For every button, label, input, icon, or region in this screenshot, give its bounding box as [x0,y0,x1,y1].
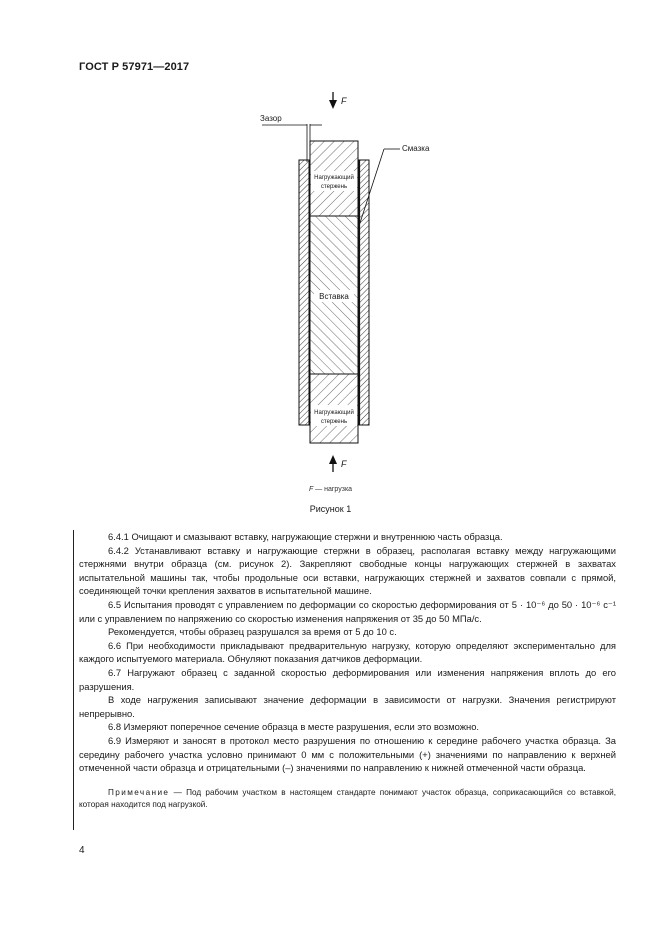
figure-caption: Рисунок 1 [309,504,352,514]
note-text: — Под рабочим участком в настоящем стандарте понимают участок образца, соприкасающийся со вставкой, которая находится под нагрузкой. [79,787,616,809]
lower-rod-label-line1: Нагружающий [314,410,354,416]
force-label-top: F [341,96,347,106]
paragraph-6-6: 6.6 При необходимости прикладывают предварительную нагрузку, которую определяют экспериментально для каждого испытуемого материала. Обнуляют показания датчиков деформации. [79,639,616,665]
force-arrow-top [329,92,337,109]
legend-symbol: F [308,486,314,493]
revision-bar [73,530,74,830]
paragraph-6-4-1: 6.4.1 Очищают и смазывают вставку, нагружающие стержни и внутреннюю часть образца. [108,531,503,542]
legend-text: — нагрузка [313,486,353,493]
grease-label: Смазка [402,144,430,153]
document-header: ГОСТ Р 57971—2017 [79,61,190,73]
body-text [79,530,616,811]
insert-label: Вставка [319,292,349,301]
paragraph-6-4-2: 6.4.2 Устанавливают вставку и нагружающие стержни в образец, располагая вставку между нагружающими стержнями внутри образца (см. рисунок 2). Закрепляют свободные концы нагружающих стержней в захватах испытательной машины так, чтобы продольные оси вставки, нагружающих стержней и захватов совпали с прямой, соединяющей точки крепления захватов в испытательной машине. [79,544,616,597]
specimen-wall-left [299,160,309,425]
page-number: 4 [79,845,85,856]
paragraph-recommendation: Рекомендуется, чтобы образец разрушался за время от 5 до 10 с. [108,626,397,638]
force-label-bottom: F [341,459,347,469]
gap-label: Зазор [260,114,282,123]
force-arrow-bottom [329,455,337,472]
upper-rod-label-line2: стержень [320,184,348,190]
paragraph-6-8: 6.8 Измеряют поперечное сечение образца в месте разрушения, если это возможно. [108,721,480,733]
paragraph-6-7: 6.7 Нагружают образец с заданной скоростью деформирования или изменения напряжения вплоть до его разрушения. [79,666,616,692]
paragraph-recording: В ходе нагружения записывают значение деформации в зависимости от нагрузки. Значения регистрируют непрерывно. [79,694,616,719]
note [79,787,616,811]
upper-rod-label-line1: Нагружающий [314,175,354,181]
paragraph-6-9: 6.9 Измеряют и заносят в протокол место разрушения по отношению к середине рабочего участка образца. За середину рабочего участка условно принимают 0 мм с положительными (+) значениями по направлению к верхней отмеченной части образца и отрицательными (–) значениями по направлению к нижней отмеченной части образца. [79,734,616,774]
figure-legend [0,486,661,493]
note-label: Примечание [108,787,170,797]
paragraph-6-5: 6.5 Испытания проводят с управлением по деформации со скоростью деформирования от 5 · 10⁻⁶ до 50 · 10⁻⁶ с⁻¹ или с управлением по напряжению со скоростью изменения напряжения от 35 до 50 МПа/с. [79,598,616,624]
lower-rod-label-line2: стержень [320,419,348,425]
